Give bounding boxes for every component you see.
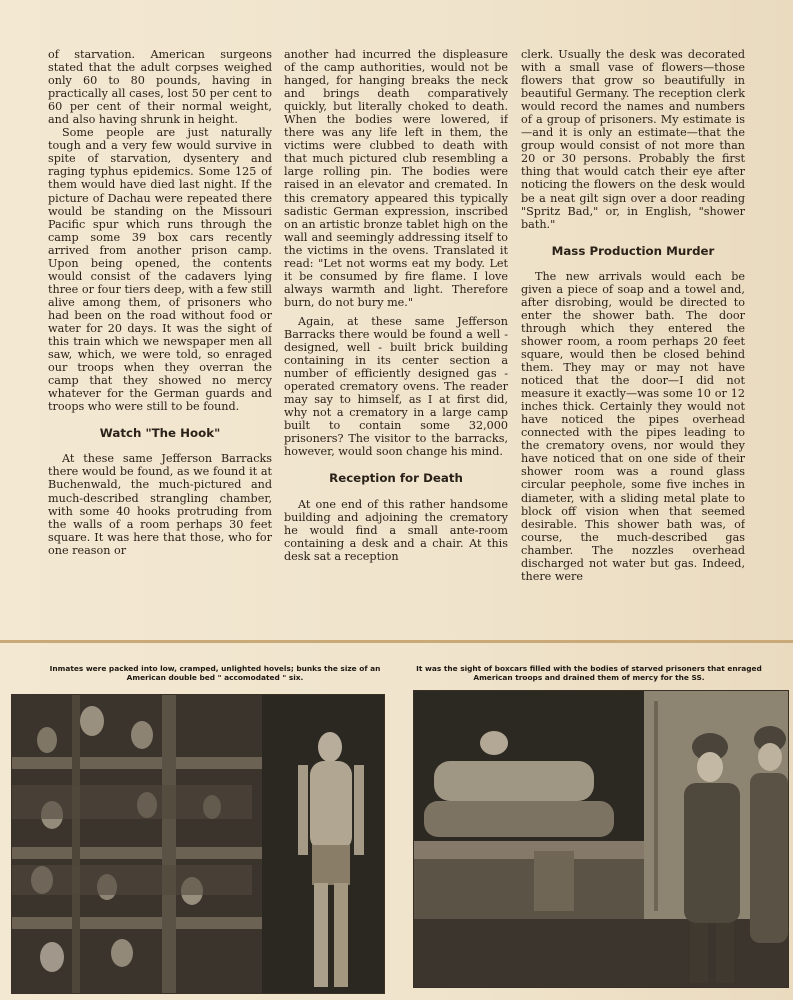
article-column-3 bbox=[521, 48, 745, 613]
photo-caption-right: It was the sight of boxcars filled with the bodies of starved prisoners that enraged American troops and drained them of mercy for the SS. bbox=[416, 664, 762, 682]
article-column-2 bbox=[284, 48, 508, 613]
paragraph: clerk. Usually the desk was decorated with a small vase of flowers—those flowers that grow so beautifully in beautiful Germany. The reception clerk would record the names and numbers of a group of prisoners. My estimate is—and it is only an estimate—that the group would consist of not more than 20 or 30 persons. Probably the first thing that would catch their eye after noticing the flowers on the desk would be a neat gilt sign over a door reading "Spritz Bad," or, in English, "shower bath." bbox=[521, 48, 745, 231]
paragraph: Some people are just naturally tough and a very few would survive in spite of starvation, dysentery and raging typhus epidemics. Some 125 of them would have died last night. If the picture of Dachau were repeated there would be standing on the Missouri Pacific spur which runs through the camp some 39 box cars recently arrived from another prison camp. Upon being opened, the contents would consist of the cadavers lying three or four tiers deep, with a few still alive among them, of prisoners who had been on the road without food or water for 20 days. It was the sight of this train which we newspaper men all saw, which, we were told, so enraged our troops when they overran the camp that they showed no mercy whatever for the German guards and troops who were still to be found. bbox=[48, 126, 272, 414]
article-column-1 bbox=[48, 48, 272, 613]
paragraph: The new arrivals would each be given a piece of soap and a towel and, after disrobing, would be directed to enter the shower bath. The door through which they entered the shower room, a room perhaps 20 feet square, would then be closed behind them. They may or may not have noticed that the door—I did not measure it exactly—was some 10 or 12 inches thick. Certainly they would not have noticed the pipes overhead connected with the pipes leading to the crematory ovens, nor would they have noticed that on one side of their shower room was a round glass circular peephole, some five inches in diameter, with a sliding metal plate to block off vision when that seemed desirable. This shower bath was, of course, the much-described gas chamber. The nozzles overhead discharged not water but gas. Indeed, there were bbox=[521, 269, 745, 583]
photo-caption-left: Inmates were packed into low, cramped, unlighted hovels; bunks the size of an American double bed " accomodated " six. bbox=[49, 664, 381, 682]
section-heading-reception-for-death: Reception for Death bbox=[329, 471, 463, 486]
paragraph: Again, at these same Jefferson Barracks there would be found a well - designed, well - built brick building containing in its center section a number of efficiently designed gas - operated crematory ovens. The reader may say to himself, as I at first did, why not a crematory in a large camp built to contain some 32,000 prisoners? The visitor to the barracks, however, would soon change his mind. bbox=[284, 314, 508, 459]
paragraph: At one end of this rather handsome building and adjoining the crematory he would find a small ante-room containing a desk and a chair. At this desk sat a reception bbox=[284, 497, 508, 563]
section-divider bbox=[0, 640, 793, 643]
section-heading-mass-production-murder: Mass Production Murder bbox=[551, 243, 715, 258]
paragraph: At these same Jefferson Barracks there would be found, as we found it at Buchenwald, the much-pictured and much-described strangling chamber, with some 40 hooks protruding from the walls of a room perhaps 30 feet square. It was here that those, who for one reason or bbox=[48, 452, 272, 557]
paragraph: another had incurred the displeasure of the camp authorities, would not be hanged, for hanging breaks the neck and brings death comparatively quickly, but literally choked to death. When the bodies were lowered, if there was any life left in them, the victims were clubbed to death with that much pictured club resembling a large rolling pin. The bodies were raised in an elevator and cremated. In this crematory appeared this typically sadistic German expression, inscribed on an artistic bronze tablet high on the wall and seemingly addressing itself to the victims in the ovens. Translated it read: "Let not worms eat my body. Let it be consumed by fire flame. I love always warmth and light. Therefore burn, do not bury me." bbox=[284, 48, 508, 309]
section-heading-watch-the-hook: Watch "The Hook" bbox=[99, 426, 221, 441]
photo-barracks-bunks bbox=[11, 694, 385, 994]
photo-boxcar-soldiers bbox=[413, 690, 789, 988]
paragraph: of starvation. American surgeons stated that the adult corpses weighed only 60 to 80 pounds, having in practically all cases, lost 50 per cent to 60 per cent of their normal weight, and also having shrunk in height. bbox=[48, 48, 272, 127]
